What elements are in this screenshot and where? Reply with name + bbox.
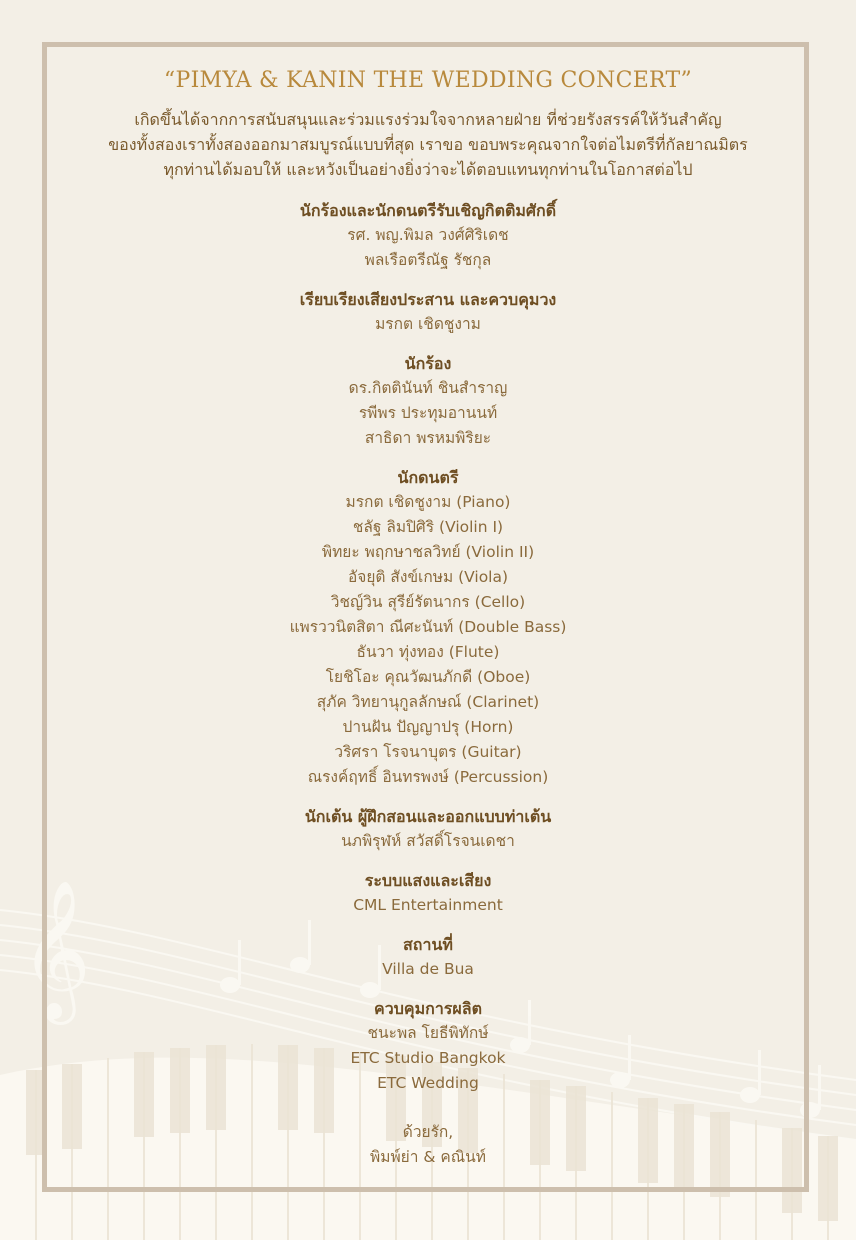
- credit-name: ธันวา ทุ่งทอง (Flute): [356, 643, 500, 661]
- credit-name: ดร.กิตตินันท์ ชินสำราญ: [348, 379, 508, 397]
- credit-name: ชนะพล โยธีพิทักษ์: [367, 1024, 489, 1042]
- section-heading: นักร้อง: [404, 354, 452, 373]
- credit-name: สาธิดา พรหมพิริยะ: [364, 429, 492, 447]
- signoff-line: ด้วยรัก,: [402, 1123, 454, 1141]
- credit-section: [60, 868, 796, 918]
- intro-line: ของทั้งสองเราทั้งสองออกมาสมบูรณ์แบบที่สุด เราขอ ขอบพระคุณจากใจต่อไมตรีที่กัลยาณมิตร: [108, 135, 748, 154]
- section-heading: ระบบแสงและเสียง: [364, 871, 492, 890]
- invitation-content: [60, 68, 796, 1170]
- credit-name: สุภัค วิทยานุกูลลักษณ์ (Clarinet): [316, 693, 540, 711]
- credit-name: แพรววนิตสิตา ณีศะนันท์ (Double Bass): [289, 618, 567, 636]
- section-heading: ควบคุมการผลิต: [374, 999, 482, 1018]
- signoff: [60, 1120, 796, 1170]
- credit-section: [60, 198, 796, 273]
- credit-name: ETC Wedding: [377, 1074, 479, 1092]
- credit-section: [60, 804, 796, 854]
- signoff-names: พิมพ์ย่า & คณินท์: [370, 1148, 486, 1166]
- credit-name: ETC Studio Bangkok: [350, 1049, 506, 1067]
- credit-name: ชลัฐ ลิมปิศิริ (Violin I): [352, 518, 504, 536]
- page-title: “PIMYA & KANIN THE WEDDING CONCERT”: [163, 68, 693, 93]
- credit-name: นภพิรุฬห์ สวัสดิ์โรจนเดชา: [341, 832, 515, 850]
- credits-list: [60, 198, 796, 1096]
- credit-name: พลเรือตรีณัฐ รัชกุล: [364, 251, 492, 269]
- section-heading: นักดนตรี: [397, 468, 459, 487]
- credit-name: วริศรา โรจนาบุตร (Guitar): [334, 743, 522, 761]
- intro-line: ทุกท่านได้มอบให้ และหวังเป็นอย่างยิ่งว่าจะได้ตอบแทนทุกท่านในโอกาสต่อไป: [163, 160, 693, 179]
- credit-name: มรกต เชิดชูงาม (Piano): [345, 493, 511, 511]
- intro-paragraph: [60, 107, 796, 182]
- credit-name: รพีพร ประทุมอานนท์: [358, 404, 498, 422]
- credit-name: มรกต เชิดชูงาม: [375, 315, 481, 333]
- credit-name: Villa de Bua: [382, 960, 474, 978]
- credit-name: โยชิโอะ คุณวัฒนภักดี (Oboe): [325, 668, 531, 686]
- credit-name: พิทยะ พฤกษาชลวิทย์ (Violin II): [321, 543, 535, 561]
- credit-section: [60, 287, 796, 337]
- section-heading: เรียบเรียงเสียงประสาน และควบคุมวง: [299, 290, 557, 309]
- credit-section: [60, 932, 796, 982]
- credit-name: ณรงค์ฤทธิ์ อินทรพงษ์ (Percussion): [307, 768, 549, 786]
- credit-section: [60, 351, 796, 451]
- credit-name: อัจยุติ สังข์เกษม (Viola): [347, 568, 509, 586]
- section-heading: นักเต้น ผู้ฝึกสอนและออกแบบท่าเต้น: [304, 807, 552, 826]
- credit-name: วิชญ์วิน สุรีย์รัตนากร (Cello): [330, 593, 526, 611]
- credit-section: [60, 465, 796, 790]
- section-heading: นักร้องและนักดนตรีรับเชิญกิตติมศักดิ์: [299, 201, 557, 220]
- intro-line: เกิดขึ้นได้จากการสนับสนุนและร่วมแรงร่วมใจจากหลายฝ่าย ที่ช่วยรังสรรค์ให้วันสำคัญ: [134, 110, 722, 129]
- credit-name: ปานฝัน ปัญญาปรุ (Horn): [342, 718, 514, 736]
- section-heading: สถานที่: [403, 935, 453, 954]
- credit-name: CML Entertainment: [353, 896, 503, 914]
- svg-text:𝄞: 𝄞: [20, 880, 91, 1019]
- credit-name: รศ. พญ.พิมล วงศ์ศิริเดช: [347, 226, 509, 244]
- credit-section: [60, 996, 796, 1096]
